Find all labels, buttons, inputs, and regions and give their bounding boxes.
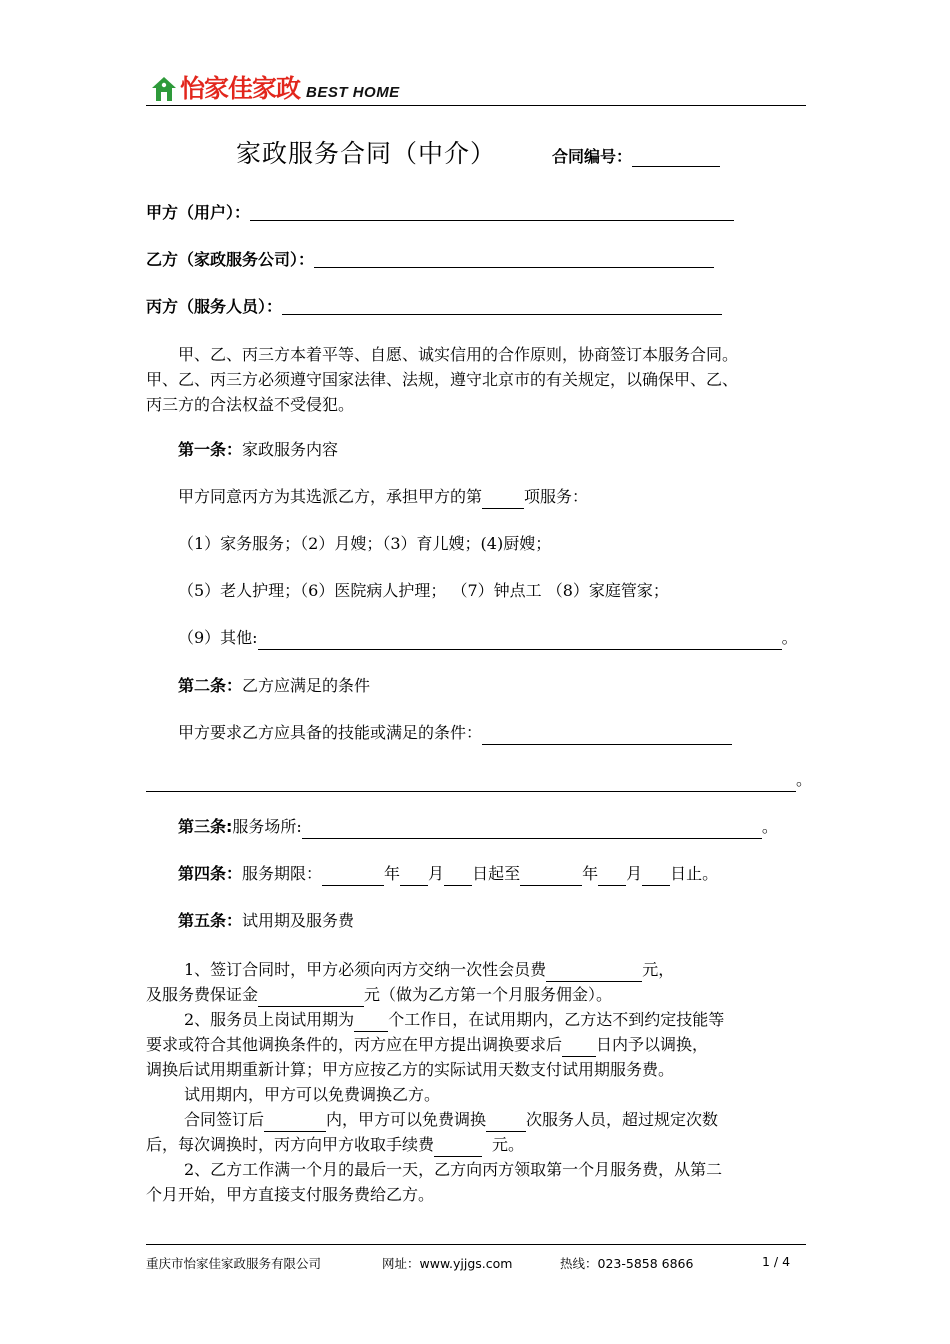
trial-text: 2、服务员上岗试用期为 — [184, 1010, 355, 1029]
party-c-blank[interactable] — [282, 297, 722, 315]
article-3-line — [178, 815, 778, 839]
fee-line-2 — [146, 983, 612, 1007]
handling-fee-text: 后，每次调换时，丙方向甲方收取手续费 — [146, 1135, 435, 1154]
contract-number-blank[interactable] — [632, 149, 720, 167]
trial-free-swap: 试用期内，甲方可以免费调换乙方。 — [184, 1085, 441, 1104]
party-c-line — [146, 294, 722, 317]
end-month-blank[interactable] — [598, 868, 626, 886]
trial-line-1 — [184, 1008, 724, 1032]
article-1-heading — [178, 438, 338, 462]
swap-count-blank[interactable] — [486, 1114, 526, 1132]
article-1-agreement — [178, 485, 588, 509]
fee-line-1 — [184, 958, 674, 982]
article-4-title: 服务期限： — [242, 864, 323, 883]
footer-company: 重庆市怡家佳家政服务有限公司 — [146, 1256, 322, 1271]
trial-line-2 — [146, 1033, 708, 1057]
party-a-line — [146, 200, 734, 223]
swap-text-end: 次服务人员，超过规定次数 — [526, 1110, 719, 1129]
period-mark: 。 — [761, 817, 778, 836]
requirement-blank-2[interactable] — [146, 774, 796, 792]
replacement-text: 要求或符合其他调换条件的，丙方应在甲方提出调换要求后 — [146, 1035, 563, 1054]
swap-text: 合同签订后 — [184, 1110, 265, 1129]
footer-hotline: 热线：023-5858 6866 — [560, 1256, 694, 1271]
other-label: （9）其他: — [178, 628, 258, 647]
article-2-requirement-cont — [146, 768, 812, 792]
article-2-heading — [178, 674, 370, 698]
service-options-2: （5）老人护理；（6）医院病人护理； （7）钟点工 （8）家庭管家； — [178, 581, 669, 600]
other-service-blank[interactable] — [258, 632, 782, 650]
start-year-blank[interactable] — [322, 868, 384, 886]
trial-text-cont: 个工作日，在试用期内，乙方达不到约定技能等 — [388, 1010, 725, 1029]
deposit-text-end: 元（做为乙方第一个月服务佣金）。 — [364, 985, 613, 1004]
agreement-text-end: 项服务： — [524, 487, 589, 506]
requirement-label: 甲方要求乙方应具备的技能或满足的条件： — [178, 723, 483, 742]
document-title: 家政服务合同（中介） — [236, 139, 497, 168]
header-divider — [146, 105, 806, 106]
service-options-1: （1）家务服务；（2）月嫂；（3）育儿嫂；(4)厨嫂； — [178, 534, 552, 553]
party-b-label: 乙方（家政服务公司）： — [146, 250, 315, 269]
company-logo — [150, 70, 400, 104]
intro-line-3: 丙三方的合法权益不受侵犯。 — [146, 395, 355, 414]
house-logo-icon — [150, 74, 178, 104]
footer-page-number: 1 / 4 — [762, 1254, 791, 1269]
yuan-label: 元， — [642, 960, 675, 979]
requirement-blank-1[interactable] — [482, 727, 732, 745]
start-day-blank[interactable] — [444, 868, 472, 886]
month-label: 月 — [428, 864, 445, 883]
contract-number — [552, 144, 720, 167]
article-5-label: 第五条： — [178, 911, 243, 930]
service-options-3 — [178, 626, 798, 650]
article-2-requirement — [178, 721, 732, 745]
yuan-label: 元。 — [492, 1135, 525, 1154]
footer-website[interactable]: 网址：www.yjjgs.com — [382, 1256, 513, 1271]
swap-text-cont: 内，甲方可以免费调换 — [326, 1110, 487, 1129]
end-day-blank[interactable] — [642, 868, 670, 886]
logo-chinese-text: 怡家佳家政 — [180, 74, 301, 103]
party-c-label: 丙方（服务人员）： — [146, 297, 283, 316]
article-1-label: 第一条： — [178, 440, 243, 459]
swap-period-blank[interactable] — [264, 1114, 326, 1132]
swap-line-2 — [146, 1133, 524, 1157]
fee-text: 1、签订合同时，甲方必须向丙方交纳一次性会员费 — [184, 960, 547, 979]
intro-line-2: 甲、乙、丙三方必须遵守国家法律、法规，遵守北京市的有关规定，以确保甲、乙、 — [146, 370, 739, 389]
end-year-blank[interactable] — [520, 868, 582, 886]
article-3-title: 服务场所: — [232, 817, 302, 836]
service-location-blank[interactable] — [302, 821, 762, 839]
article-5-heading — [178, 909, 354, 933]
trial-line-3: 调换后试用期重新计算；甲方应按乙方的实际试用天数支付试用期服务费。 — [146, 1060, 675, 1079]
replacement-days-blank[interactable] — [562, 1039, 596, 1057]
period-mark: 。 — [796, 770, 813, 789]
article-2-label: 第二条： — [178, 676, 243, 695]
month-label: 月 — [626, 864, 643, 883]
year-label: 年 — [384, 864, 401, 883]
logo-english-text: BEST HOME — [306, 84, 400, 101]
article-4-label: 第四条： — [178, 864, 243, 883]
payment-line-1: 2、乙方工作满一个月的最后一天，乙方向丙方领取第一个月服务费，从第二 — [184, 1160, 723, 1179]
party-a-blank[interactable] — [250, 203, 734, 221]
trial-days-blank[interactable] — [354, 1014, 388, 1032]
replacement-text-end: 日内予以调换， — [596, 1035, 709, 1054]
deposit-blank[interactable] — [258, 989, 364, 1007]
day-to-label: 日止。 — [670, 864, 719, 883]
handling-fee-blank[interactable] — [434, 1139, 482, 1157]
article-2-title: 乙方应满足的条件 — [242, 676, 371, 695]
party-a-label: 甲方（用户）： — [146, 203, 251, 222]
footer-divider — [146, 1244, 806, 1245]
payment-line-2: 个月开始，甲方直接支付服务费给乙方。 — [146, 1185, 435, 1204]
article-5-title: 试用期及服务费 — [242, 911, 355, 930]
article-4-line — [178, 862, 718, 886]
membership-fee-blank[interactable] — [546, 964, 642, 982]
period-mark: 。 — [781, 628, 798, 647]
party-b-line — [146, 247, 714, 270]
intro-line-1: 甲、乙、丙三方本着平等、自愿、诚实信用的合作原则，协商签订本服务合同。 — [178, 345, 739, 364]
service-number-blank[interactable] — [482, 491, 524, 509]
start-month-blank[interactable] — [400, 868, 428, 886]
article-3-label: 第三条: — [178, 817, 233, 836]
contract-number-label: 合同编号： — [552, 147, 633, 166]
party-b-blank[interactable] — [314, 250, 714, 268]
day-from-label: 日起至 — [472, 864, 521, 883]
article-1-title: 家政服务内容 — [242, 440, 339, 459]
agreement-text: 甲方同意丙方为其选派乙方，承担甲方的第 — [178, 487, 483, 506]
swap-line-1 — [184, 1108, 718, 1132]
year-label: 年 — [582, 864, 599, 883]
deposit-text: 及服务费保证金 — [146, 985, 259, 1004]
